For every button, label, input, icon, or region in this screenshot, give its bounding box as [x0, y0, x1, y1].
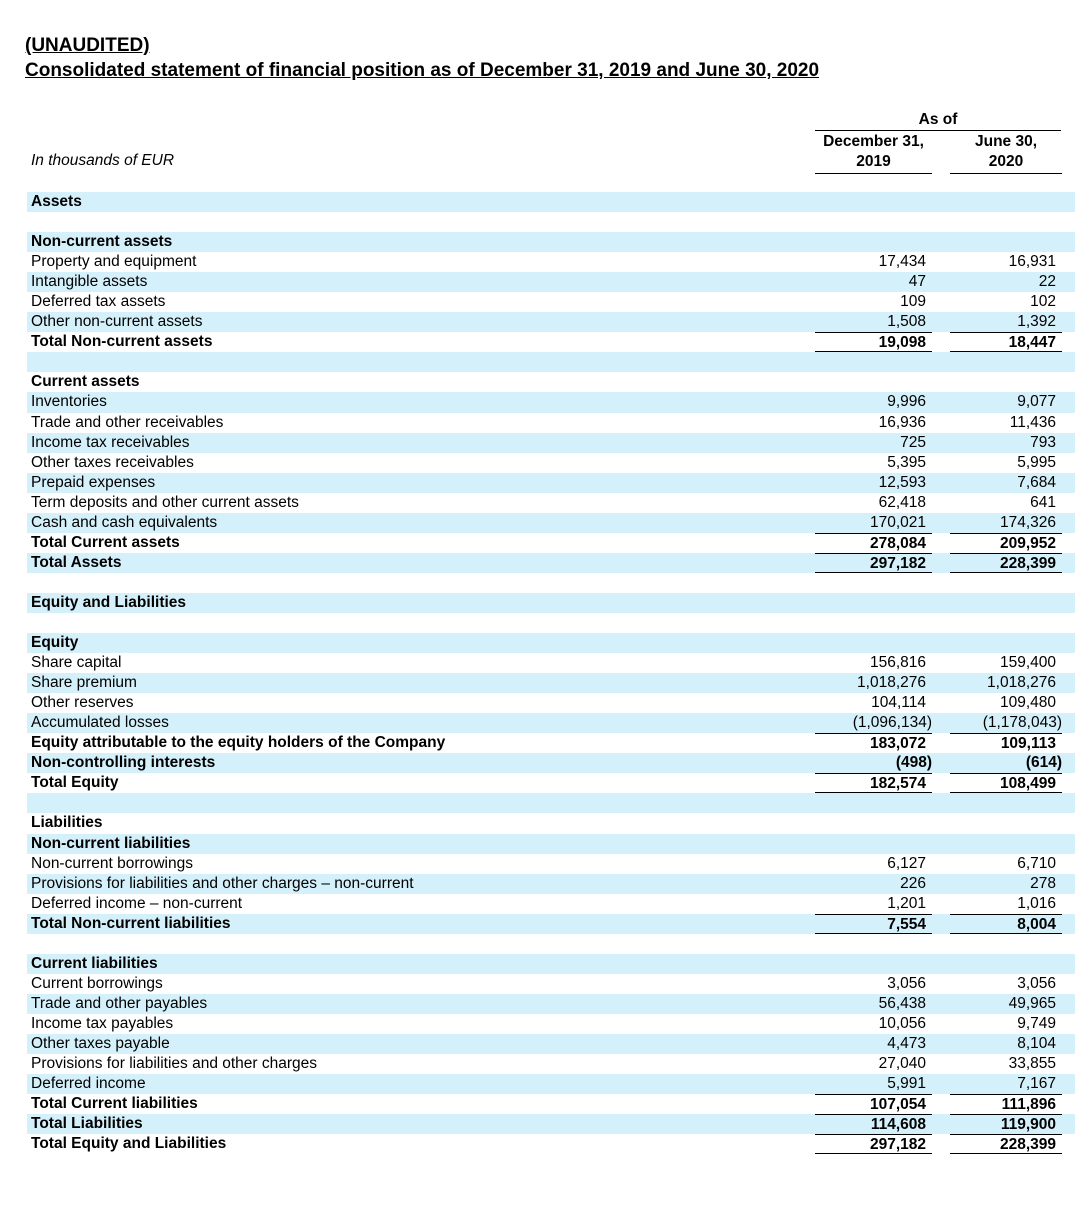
value-dec-2019: (1,096,134) [852, 714, 932, 732]
value-jun-2020: 1,018,276 [987, 674, 1056, 692]
value-dec-2019: 226 [900, 874, 926, 892]
row-label: Other reserves [31, 694, 134, 712]
value-jun-2020: 1,392 [1017, 313, 1056, 331]
row-label: Total Non-current assets [31, 333, 213, 351]
value-dec-2019: 297,182 [815, 553, 932, 573]
statement-row [27, 1014, 1075, 1034]
row-label: Total Equity [31, 774, 119, 792]
statement-row [27, 493, 1075, 513]
row-label: Liabilities [31, 814, 103, 832]
row-label: Trade and other payables [31, 994, 208, 1012]
value-dec-2019: 725 [900, 433, 926, 451]
statement-title: Consolidated statement of financial position as of December 31, 2019 and June 30, 2020 [25, 60, 820, 81]
value-jun-2020: 3,056 [1017, 974, 1056, 992]
value-dec-2019: 5,395 [887, 453, 926, 471]
value-dec-2019: 156,816 [869, 654, 926, 672]
statement-row [27, 874, 1075, 894]
value-jun-2020: 228,399 [950, 553, 1062, 573]
value-dec-2019: 47 [908, 273, 926, 291]
statement-row [27, 693, 1075, 713]
value-dec-2019: 19,098 [815, 332, 932, 352]
row-label: Prepaid expenses [31, 473, 156, 491]
statement-row [27, 834, 1075, 854]
spacer-row [27, 352, 1075, 372]
value-dec-2019: 109 [900, 293, 926, 311]
statement-row [27, 1094, 1075, 1114]
row-label: Trade and other receivables [31, 413, 224, 431]
value-dec-2019: (498) [895, 754, 932, 772]
value-jun-2020: 209,952 [950, 533, 1062, 553]
statement-row [27, 433, 1075, 453]
row-label: Equity and Liabilities [31, 593, 187, 611]
row-label: Other non-current assets [31, 313, 203, 331]
row-label: Non-current borrowings [31, 854, 193, 872]
statement-row [27, 1054, 1075, 1074]
value-dec-2019: 1,201 [887, 894, 926, 912]
value-dec-2019: 183,072 [815, 733, 932, 753]
statement-row [27, 1074, 1075, 1094]
statement-row [27, 753, 1075, 773]
row-label: Current liabilities [31, 954, 158, 972]
row-label: Deferred income – non-current [31, 894, 243, 912]
statement-row [27, 192, 1075, 212]
statement-row [27, 453, 1075, 473]
row-label: Equity attributable to the equity holders of the Company [31, 734, 446, 752]
statement-row [27, 633, 1075, 653]
row-label: Provisions for liabilities and other charges – non-current [31, 874, 414, 892]
value-dec-2019: 5,991 [887, 1075, 926, 1093]
value-dec-2019: 114,608 [815, 1114, 932, 1134]
column-header-dec-2019 [815, 132, 932, 174]
value-jun-2020: 793 [1030, 433, 1056, 451]
value-jun-2020: 108,499 [950, 773, 1062, 793]
statement-row [27, 232, 1075, 252]
row-label: Cash and cash equivalents [31, 513, 218, 531]
statement-row [27, 593, 1075, 613]
value-jun-2020: 159,400 [999, 654, 1056, 672]
value-jun-2020: 6,710 [1017, 854, 1056, 872]
value-jun-2020: 102 [1030, 293, 1056, 311]
value-jun-2020: 18,447 [950, 332, 1062, 352]
statement-row [27, 292, 1075, 312]
value-dec-2019: 182,574 [815, 773, 932, 793]
row-label: Assets [31, 193, 82, 210]
row-label: Accumulated losses [31, 714, 169, 732]
statement-row [27, 974, 1075, 994]
statement-row [27, 994, 1075, 1014]
row-label: Inventories [31, 393, 107, 411]
value-jun-2020: 228,399 [950, 1134, 1062, 1154]
column-header-jun-2020-line1: June 30, [974, 133, 1038, 150]
statement-row [27, 272, 1075, 292]
value-dec-2019: 7,554 [815, 914, 932, 934]
row-label: Other taxes payable [31, 1034, 170, 1052]
row-label: Total Equity and Liabilities [31, 1135, 227, 1153]
value-dec-2019: 10,056 [878, 1014, 926, 1032]
value-dec-2019: 17,434 [878, 253, 926, 271]
statement-title-block [25, 33, 819, 83]
value-jun-2020: 7,684 [1017, 473, 1056, 491]
statement-row [27, 372, 1075, 392]
value-dec-2019: 12,593 [878, 473, 926, 491]
value-dec-2019: 3,056 [887, 974, 926, 992]
value-jun-2020: 641 [1030, 493, 1056, 511]
row-label: Non-current assets [31, 233, 173, 251]
value-dec-2019: 1,018,276 [857, 674, 926, 692]
statement-row [27, 1034, 1075, 1054]
value-jun-2020: 11,436 [1009, 413, 1056, 431]
row-label: Provisions for liabilities and other charges [31, 1055, 318, 1073]
value-dec-2019: 6,127 [887, 854, 926, 872]
value-jun-2020: 22 [1038, 273, 1056, 291]
value-dec-2019: 56,438 [878, 994, 926, 1012]
row-label: Total Non-current liabilities [31, 914, 231, 932]
statement-row [27, 332, 1075, 352]
value-jun-2020: 9,077 [1017, 393, 1056, 411]
statement-row [27, 954, 1075, 974]
value-dec-2019: 170,021 [869, 513, 926, 531]
statement-row [27, 813, 1075, 833]
statement-row [27, 1114, 1075, 1134]
statement-row [27, 312, 1075, 332]
statement-table [27, 192, 1075, 1154]
value-jun-2020: 33,855 [1008, 1055, 1056, 1073]
row-label: Total Current liabilities [31, 1095, 198, 1113]
value-jun-2020: 7,167 [1017, 1075, 1056, 1093]
spacer-row [27, 793, 1075, 813]
row-label: Deferred income [31, 1075, 146, 1093]
statement-row [27, 713, 1075, 733]
value-jun-2020: 16,931 [1008, 253, 1056, 271]
unaudited-label: (UNAUDITED) [25, 35, 150, 56]
row-label: Total Liabilities [31, 1115, 143, 1133]
row-label: Deferred tax assets [31, 293, 166, 311]
row-label: Equity [31, 634, 79, 652]
statement-row [27, 1134, 1075, 1154]
value-jun-2020: 111,896 [950, 1094, 1062, 1114]
statement-row [27, 653, 1075, 673]
row-label: Term deposits and other current assets [31, 493, 299, 511]
value-jun-2020: 49,965 [1008, 994, 1056, 1012]
value-jun-2020: 9,749 [1017, 1014, 1056, 1032]
statement-row [27, 854, 1075, 874]
column-header-jun-2020 [950, 132, 1062, 174]
column-header-jun-2020-line2: 2020 [988, 153, 1024, 170]
value-jun-2020: 109,113 [950, 733, 1062, 753]
spacer-row [27, 613, 1075, 633]
row-label: Non-controlling interests [31, 754, 216, 772]
statement-row [27, 914, 1075, 934]
statement-row [27, 392, 1075, 412]
statement-row [27, 252, 1075, 272]
value-dec-2019: 104,114 [871, 694, 926, 712]
value-dec-2019: 107,054 [815, 1094, 932, 1114]
statement-row [27, 533, 1075, 553]
value-jun-2020: 1,016 [1017, 894, 1056, 912]
statement-row [27, 773, 1075, 793]
statement-row [27, 473, 1075, 493]
value-jun-2020: 8,004 [950, 914, 1062, 934]
value-dec-2019: 16,936 [878, 413, 926, 431]
row-label: Share capital [31, 654, 122, 672]
value-dec-2019: 27,040 [878, 1055, 926, 1073]
spacer-row [27, 934, 1075, 954]
statement-row [27, 413, 1075, 433]
value-dec-2019: 278,084 [815, 533, 932, 553]
row-label: Total Assets [31, 553, 122, 571]
value-dec-2019: 297,182 [815, 1134, 932, 1154]
statement-row [27, 553, 1075, 573]
row-label: Current assets [31, 373, 140, 391]
row-label: Income tax payables [31, 1014, 174, 1032]
row-label: Intangible assets [31, 273, 148, 291]
value-jun-2020: 278 [1030, 874, 1056, 892]
value-dec-2019: 1,508 [887, 313, 926, 331]
value-jun-2020: 119,900 [950, 1114, 1062, 1134]
row-label: Property and equipment [31, 253, 197, 271]
statement-row [27, 513, 1075, 533]
statement-row [27, 894, 1075, 914]
row-label: Share premium [31, 674, 137, 692]
spacer-row [27, 212, 1075, 232]
spacer-row [27, 573, 1075, 593]
value-dec-2019: 9,996 [887, 393, 926, 411]
units-label: In thousands of EUR [31, 152, 175, 169]
as-of-header: As of [815, 111, 1061, 131]
column-header-dec-2019-line2: 2019 [856, 153, 891, 170]
value-jun-2020: 8,104 [1017, 1034, 1056, 1052]
value-jun-2020: (1,178,043) [982, 714, 1062, 732]
value-dec-2019: 4,473 [887, 1034, 926, 1052]
statement-row [27, 733, 1075, 753]
value-dec-2019: 62,418 [878, 493, 926, 511]
value-jun-2020: (614) [1025, 754, 1062, 772]
value-jun-2020: 109,480 [999, 694, 1056, 712]
row-label: Non-current liabilities [31, 834, 191, 852]
value-jun-2020: 5,995 [1017, 453, 1056, 471]
statement-row [27, 673, 1075, 693]
column-header-dec-2019-line1: December 31, [823, 133, 924, 150]
row-label: Income tax receivables [31, 433, 190, 451]
row-label: Current borrowings [31, 974, 163, 992]
row-label: Total Current assets [31, 533, 180, 551]
value-jun-2020: 174,326 [999, 513, 1056, 531]
row-label: Other taxes receivables [31, 453, 194, 471]
